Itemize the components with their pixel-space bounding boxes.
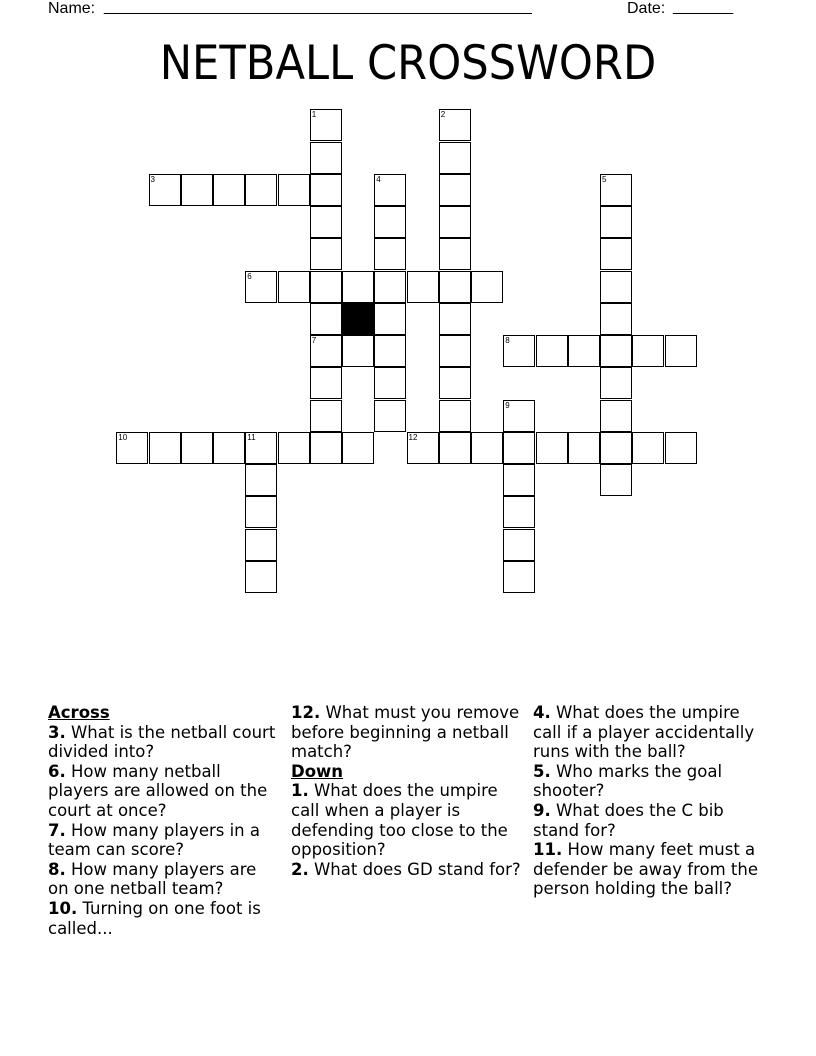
grid-cell[interactable] — [181, 432, 213, 464]
clue-across-8: 8. How many players are on one netball team? — [48, 859, 257, 899]
grid-cell[interactable] — [471, 432, 503, 464]
grid-cell[interactable] — [503, 400, 535, 432]
grid-cell[interactable] — [213, 432, 245, 464]
page-title: NETBALL CROSSWORD — [159, 36, 657, 91]
date-label: Date: — [627, 0, 666, 17]
grid-cell[interactable] — [374, 303, 406, 335]
grid-cell[interactable] — [600, 432, 632, 464]
clue-number: 8 — [505, 336, 510, 345]
grid-cell[interactable] — [310, 432, 342, 464]
grid-cell[interactable] — [600, 303, 632, 335]
clue-number: 1 — [311, 110, 317, 120]
clue-number: 11 — [247, 432, 256, 442]
across-heading: Across — [48, 703, 110, 722]
grid-cell[interactable] — [439, 238, 471, 270]
date-line[interactable]: _______ — [673, 0, 733, 15]
grid-cell[interactable] — [310, 238, 342, 270]
grid-cell[interactable] — [439, 109, 471, 141]
grid-cell[interactable] — [536, 432, 568, 464]
grid-cell[interactable] — [568, 335, 600, 367]
grid-cell[interactable] — [310, 303, 342, 335]
grid-cell[interactable] — [471, 271, 503, 303]
grid-cell[interactable] — [407, 271, 439, 303]
grid-cell[interactable] — [503, 335, 535, 367]
grid-block — [342, 303, 374, 335]
clue-across-10: 10. Turning on one foot is called... — [48, 898, 261, 938]
clue-down-5: 5. Who marks the goal shooter? — [533, 761, 723, 801]
grid-cell[interactable] — [439, 367, 471, 399]
grid-cell[interactable] — [600, 238, 632, 270]
grid-cell[interactable] — [342, 432, 374, 464]
grid-cell[interactable] — [665, 432, 697, 464]
clue-number: 12 — [408, 432, 418, 442]
grid-cell[interactable] — [439, 303, 471, 335]
grid-cell[interactable] — [632, 335, 664, 367]
clue-down-11: 11. How many feet must a defender be away from the person holding the ball? — [533, 840, 759, 899]
clue-across-12: 12. What must you remove before beginning a netball match? — [291, 703, 520, 762]
grid-cell[interactable] — [503, 561, 535, 593]
grid-cell[interactable] — [600, 400, 632, 432]
grid-cell[interactable] — [568, 432, 600, 464]
clue-down-9: 9. What does the C bib stand for? — [533, 800, 724, 840]
clue-number: 7 — [311, 336, 317, 345]
grid-cell[interactable] — [245, 271, 277, 303]
grid-cell[interactable] — [407, 432, 439, 464]
clue-column-1 — [48, 703, 278, 938]
clue-number: 2 — [440, 110, 446, 120]
grid-cell[interactable] — [632, 432, 664, 464]
clue-number: 6 — [247, 271, 252, 281]
grid-cell[interactable] — [600, 174, 632, 206]
grid-cell[interactable] — [374, 367, 406, 399]
grid-cell[interactable] — [503, 464, 535, 496]
grid-cell[interactable] — [310, 174, 342, 206]
grid-cell[interactable] — [600, 206, 632, 238]
grid-cell[interactable] — [439, 142, 471, 174]
grid-cell[interactable] — [149, 432, 181, 464]
grid-cell[interactable] — [374, 335, 406, 367]
grid-cell[interactable] — [503, 432, 535, 464]
grid-cell[interactable] — [374, 400, 406, 432]
grid-cell[interactable] — [245, 561, 277, 593]
grid-cell[interactable] — [374, 174, 406, 206]
grid-cell[interactable] — [342, 335, 374, 367]
clue-number: 5 — [602, 174, 607, 184]
grid-cell[interactable] — [310, 109, 342, 141]
grid-cell[interactable] — [213, 174, 245, 206]
grid-cell[interactable] — [310, 400, 342, 432]
clue-number: 3 — [150, 174, 155, 184]
clue-across-7: 7. How many players in a team can score? — [48, 820, 260, 860]
down-heading: Down — [291, 761, 344, 781]
grid-cell[interactable] — [503, 496, 535, 528]
grid-cell[interactable] — [245, 464, 277, 496]
grid-cell[interactable] — [310, 142, 342, 174]
grid-cell[interactable] — [439, 400, 471, 432]
clue-number: 4 — [376, 174, 381, 184]
grid-cell[interactable] — [600, 271, 632, 303]
grid-cell[interactable] — [278, 432, 310, 464]
grid-cell[interactable] — [439, 174, 471, 206]
grid-cell[interactable] — [600, 335, 632, 367]
grid-cell[interactable] — [245, 432, 277, 464]
grid-cell[interactable] — [600, 464, 632, 496]
grid-cell[interactable] — [149, 174, 181, 206]
grid-cell[interactable] — [181, 174, 213, 206]
grid-cell[interactable] — [536, 335, 568, 367]
clue-down-1: 1. What does the umpire call when a player is defending too close to the opposition? — [291, 781, 508, 860]
clue-across-3: 3. What is the netball court divided into? — [48, 722, 276, 762]
grid-cell[interactable] — [310, 271, 342, 303]
grid-cell[interactable] — [245, 174, 277, 206]
grid-cell[interactable] — [278, 174, 310, 206]
clue-column-3 — [533, 703, 773, 899]
grid-cell[interactable] — [665, 335, 697, 367]
grid-cell[interactable] — [310, 335, 342, 367]
grid-cell[interactable] — [342, 271, 374, 303]
clue-number: 10 — [118, 432, 128, 442]
grid-cell[interactable] — [374, 271, 406, 303]
grid-cell[interactable] — [374, 206, 406, 238]
grid-cell[interactable] — [310, 206, 342, 238]
grid-cell[interactable] — [245, 496, 277, 528]
name-label: Name: — [48, 0, 96, 17]
clue-across-6: 6. How many netball players are allowed on the court at once? — [48, 761, 268, 820]
grid-cell[interactable] — [374, 238, 406, 270]
clue-down-4: 4. What does the umpire call if a player accidentally runs with the ball? — [533, 703, 755, 762]
clue-number: 9 — [505, 400, 510, 410]
grid-cell[interactable] — [600, 367, 632, 399]
grid-cell[interactable] — [245, 529, 277, 561]
grid-cell[interactable] — [278, 271, 310, 303]
grid-cell[interactable] — [439, 271, 471, 303]
clue-column-2 — [291, 703, 531, 879]
grid-cell[interactable] — [310, 367, 342, 399]
clue-down-2: 2. What does GD stand for? — [291, 859, 521, 879]
grid-cell[interactable] — [439, 206, 471, 238]
grid-cell[interactable] — [439, 432, 471, 464]
grid-cell[interactable] — [116, 432, 148, 464]
name-line[interactable]: __________________________________________________ — [104, 0, 532, 15]
grid-cell[interactable] — [503, 529, 535, 561]
grid-cell[interactable] — [439, 335, 471, 367]
